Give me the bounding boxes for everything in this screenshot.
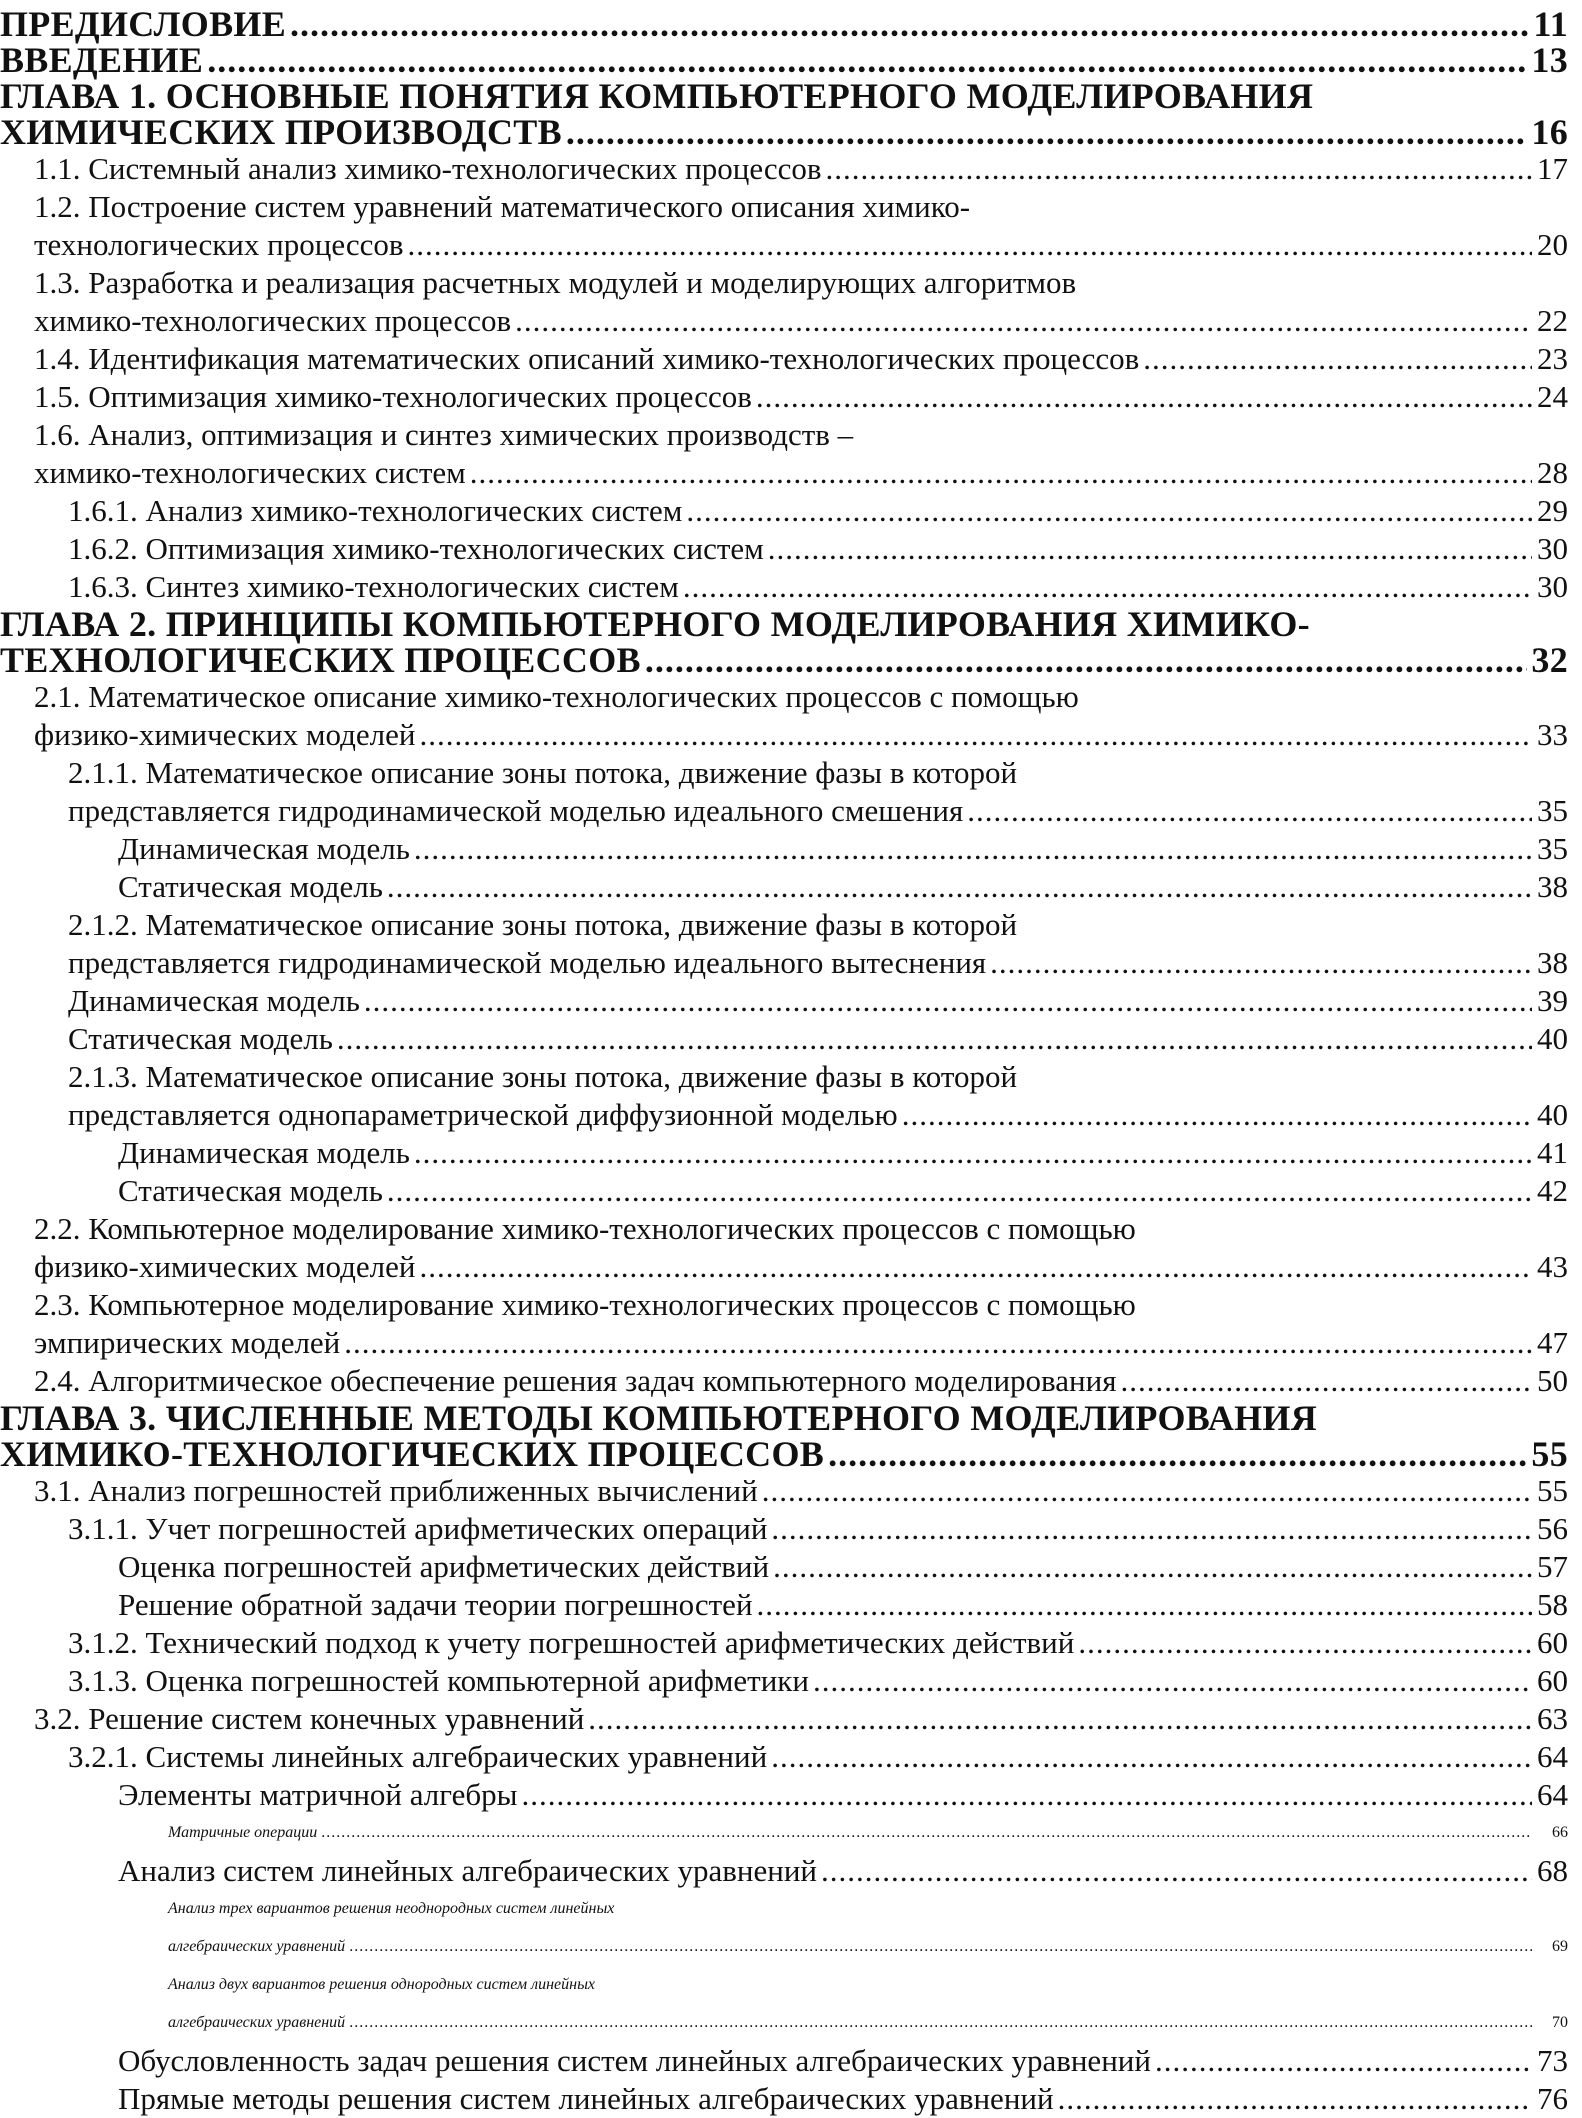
toc-entry[interactable] <box>0 492 1568 530</box>
toc-page-number: 23 <box>1537 341 1568 376</box>
toc-entry-title: ПРЕДИСЛОВИЕ <box>0 4 287 44</box>
toc-entry[interactable] <box>0 530 1568 568</box>
toc-entry-line <box>34 150 1568 188</box>
toc-entry-title: 2.3. Компьютерное моделирование химико-технологических процессов с помощью <box>34 1287 1136 1322</box>
toc-entry-title: 3.1.1. Учет погрешностей арифметических операций <box>68 1511 768 1546</box>
toc-entry-line <box>168 1966 1568 2004</box>
toc-entry-line <box>118 1548 1568 1586</box>
toc-entry-title: Анализ систем линейных алгебраических уравнений <box>118 1853 817 1888</box>
toc-entry-line <box>68 944 1568 982</box>
toc-entry[interactable] <box>0 1510 1568 1548</box>
toc-page-number: 55 <box>1537 1473 1568 1508</box>
toc-entry-title: 3.2.1. Системы линейных алгебраических уравнений <box>68 1739 768 1774</box>
toc-entry-line <box>168 1814 1568 1852</box>
dot-leader <box>1058 2080 1532 2118</box>
toc-entry-title: 1.6.2. Оптимизация химико-технологических систем <box>68 531 764 566</box>
toc-entry[interactable] <box>0 378 1568 416</box>
toc-page-number: 50 <box>1537 1363 1568 1398</box>
dot-leader <box>768 530 1532 568</box>
toc-entry[interactable] <box>0 1966 1568 2042</box>
toc-entry-line <box>68 906 1568 944</box>
dot-leader <box>902 1096 1532 1134</box>
toc-entry-line <box>68 530 1568 568</box>
toc-entry-title: 3.2. Решение систем конечных уравнений <box>34 1701 585 1736</box>
toc-page-number: 56 <box>1537 1511 1568 1546</box>
toc-entry-title: представляется гидродинамической моделью идеального смешения <box>68 793 964 828</box>
dot-leader <box>387 1172 1532 1210</box>
toc-entry-line <box>68 792 1568 830</box>
toc-entry[interactable] <box>0 416 1568 492</box>
toc-page-number: 64 <box>1537 1777 1568 1812</box>
dot-leader <box>414 1134 1532 1172</box>
toc-entry-title: эмпирических моделей <box>34 1325 341 1360</box>
dot-leader <box>290 6 1529 42</box>
toc-entry[interactable] <box>0 1814 1568 1852</box>
dot-leader <box>364 982 1532 1020</box>
toc-page-number: 70 <box>1552 2014 1568 2031</box>
toc-entry-title: 1.4. Идентификация математических описаний химико-технологических процессов <box>34 341 1140 376</box>
toc-entry[interactable] <box>0 1586 1568 1624</box>
toc-entry-line <box>34 1362 1568 1400</box>
dot-leader <box>414 830 1532 868</box>
toc-entry-line <box>0 6 1568 42</box>
dot-leader <box>990 944 1532 982</box>
toc-entry[interactable] <box>0 868 1568 906</box>
toc-entry-line <box>68 1510 1568 1548</box>
toc-entry-title: Матричные операции <box>168 1824 318 1841</box>
toc-entry[interactable] <box>0 1548 1568 1586</box>
toc-entry-title: физико-химических моделей <box>34 717 416 752</box>
toc-page-number: 42 <box>1537 1173 1568 1208</box>
dot-leader <box>686 492 1532 530</box>
toc-entry-line <box>68 1662 1568 1700</box>
toc-entry-title: ГЛАВА 1. ОСНОВНЫЕ ПОНЯТИЯ КОМПЬЮТЕРНОГО МОДЕЛИРОВАНИЯ <box>0 76 1314 116</box>
dot-leader <box>588 1700 1532 1738</box>
dot-leader <box>521 1776 1532 1814</box>
toc-entry-title: 1.6.3. Синтез химико-технологических систем <box>68 569 679 604</box>
toc-chapter-entry[interactable] <box>0 606 1568 678</box>
toc-entry-title: Динамическая модель <box>118 1135 410 1170</box>
toc-entry-line <box>118 1172 1568 1210</box>
toc-entry-line <box>34 1324 1568 1362</box>
toc-entry-line <box>68 1020 1568 1058</box>
toc-entry-title: Оценка погрешностей арифметических действий <box>118 1549 770 1584</box>
toc-entry-line <box>68 1738 1568 1776</box>
toc-entry-title: Статическая модель <box>68 1021 333 1056</box>
toc-page-number: 33 <box>1537 717 1568 752</box>
toc-page-number: 63 <box>1537 1701 1568 1736</box>
toc-entry-title: химико-технологических систем <box>34 455 466 490</box>
toc-entry-title: ГЛАВА 3. ЧИСЛЕННЫЕ МЕТОДЫ КОМПЬЮТЕРНОГО МОДЕЛИРОВАНИЯ <box>0 1398 1318 1438</box>
toc-entry[interactable] <box>0 678 1568 754</box>
toc-entry[interactable] <box>0 1020 1568 1058</box>
toc-entry-line <box>34 302 1568 340</box>
toc-page-number: 30 <box>1537 569 1568 604</box>
dot-leader <box>813 1662 1532 1700</box>
toc-chapter-entry[interactable] <box>0 78 1568 150</box>
toc-entry-title: алгебраических уравнений <box>168 1938 346 1955</box>
toc-chapter-entry[interactable] <box>0 42 1568 78</box>
toc-entry-line <box>34 340 1568 378</box>
toc-page-number: 58 <box>1537 1587 1568 1622</box>
toc-entry-line <box>118 1586 1568 1624</box>
toc-entry-title: Динамическая модель <box>118 831 410 866</box>
toc-entry[interactable] <box>0 1890 1568 1966</box>
dot-leader <box>683 568 1532 606</box>
toc-page-number: 32 <box>1531 640 1568 680</box>
toc-entry-line <box>0 642 1568 678</box>
toc-entry-line <box>34 1286 1568 1324</box>
toc-entry-title: 2.1. Математическое описание химико-технологических процессов с помощью <box>34 679 1079 714</box>
dot-leader <box>826 150 1532 188</box>
dot-leader <box>967 792 1532 830</box>
toc-entry[interactable] <box>0 1662 1568 1700</box>
toc-entry[interactable] <box>0 1210 1568 1286</box>
toc-entry-title: 2.4. Алгоритмическое обеспечение решения задач компьютерного моделирования <box>34 1363 1117 1398</box>
dot-leader <box>344 1324 1532 1362</box>
toc-entry-title: Прямые методы решения систем линейных алгебраических уравнений <box>118 2081 1054 2116</box>
dot-leader <box>773 1548 1532 1586</box>
toc-entry-title: представляется однопараметрической диффузионной моделью <box>68 1097 898 1132</box>
dot-leader <box>207 42 1527 78</box>
toc-entry-line <box>68 1058 1568 1096</box>
toc-entry-title: Анализ трех вариантов решения неоднородных систем линейных <box>168 1900 615 1917</box>
toc-entry-title: 1.5. Оптимизация химико-технологических процессов <box>34 379 752 414</box>
toc-entry[interactable] <box>0 1058 1568 1134</box>
toc-page-number: 43 <box>1537 1249 1568 1284</box>
toc-entry-line <box>0 78 1568 114</box>
toc-entry-title: ВВЕДЕНИЕ <box>0 40 204 80</box>
dot-leader <box>1155 2042 1532 2080</box>
toc-entry-line <box>0 42 1568 78</box>
toc-entry-title: 1.1. Системный анализ химико-технологических процессов <box>34 151 822 186</box>
toc-entry[interactable] <box>0 340 1568 378</box>
toc-entry[interactable] <box>0 568 1568 606</box>
toc-entry-title: ХИМИКО-ТЕХНОЛОГИЧЕСКИХ ПРОЦЕССОВ <box>0 1434 825 1474</box>
dot-leader <box>470 454 1532 492</box>
dot-leader <box>645 642 1528 678</box>
toc-entry-title: ГЛАВА 2. ПРИНЦИПЫ КОМПЬЮТЕРНОГО МОДЕЛИРОВАНИЯ ХИМИКО- <box>0 604 1310 644</box>
toc-page-number: 41 <box>1537 1135 1568 1170</box>
toc-entry-line <box>34 226 1568 264</box>
toc-entry-line <box>118 830 1568 868</box>
toc-page-number: 30 <box>1537 531 1568 566</box>
toc-entry-title: Статическая модель <box>118 869 383 904</box>
toc-page-number: 17 <box>1537 151 1568 186</box>
toc-entry-title: Анализ двух вариантов решения однородных систем линейных <box>168 1976 596 1993</box>
toc-entry-title: 2.1.1. Математическое описание зоны потока, движение фазы в которой <box>68 755 1018 790</box>
toc-entry-line <box>118 1852 1568 1890</box>
toc-page-number: 55 <box>1531 1434 1568 1474</box>
toc-entry-title: 2.1.2. Математическое описание зоны потока, движение фазы в которой <box>68 907 1018 942</box>
toc-entry[interactable] <box>0 906 1568 982</box>
toc-entry-title: Решение обратной задачи теории погрешностей <box>118 1587 753 1622</box>
toc-page-number: 38 <box>1537 945 1568 980</box>
toc-entry-line <box>0 114 1568 150</box>
toc-page-number: 38 <box>1537 869 1568 904</box>
toc-page-number: 68 <box>1537 1853 1568 1888</box>
dot-leader <box>757 1586 1532 1624</box>
toc-page-number: 47 <box>1537 1325 1568 1360</box>
toc-entry-title: 2.2. Компьютерное моделирование химико-технологических процессов с помощью <box>34 1211 1136 1246</box>
toc-page-number: 13 <box>1531 40 1568 80</box>
toc-entry-title: 3.1. Анализ погрешностей приближенных вычислений <box>34 1473 758 1508</box>
dot-leader <box>756 378 1532 416</box>
toc-page-number: 35 <box>1537 793 1568 828</box>
toc-entry[interactable] <box>0 264 1568 340</box>
dot-leader <box>566 114 1527 150</box>
dot-leader <box>1120 1362 1532 1400</box>
toc-page-number: 40 <box>1537 1097 1568 1132</box>
dot-leader <box>419 1248 1532 1286</box>
toc-entry[interactable] <box>0 1362 1568 1400</box>
toc-entry-line <box>118 1776 1568 1814</box>
toc-entry-title: химико-технологических процессов <box>34 303 512 338</box>
toc-entry-title: Динамическая модель <box>68 983 360 1018</box>
toc-entry-line <box>34 416 1568 454</box>
toc-entry-line <box>0 1436 1568 1472</box>
toc-entry-title: физико-химических моделей <box>34 1249 416 1284</box>
dot-leader <box>771 1510 1532 1548</box>
toc-page-number: 73 <box>1537 2043 1568 2078</box>
toc-entry-line <box>68 1624 1568 1662</box>
toc-entry[interactable] <box>0 754 1568 830</box>
dot-leader <box>349 1928 1532 1966</box>
toc-entry-line <box>168 1928 1568 1966</box>
toc-entry-line <box>68 568 1568 606</box>
toc-page-number: 35 <box>1537 831 1568 866</box>
toc-entry-title: 2.1.3. Математическое описание зоны потока, движение фазы в которой <box>68 1059 1018 1094</box>
toc-entry-title: 1.3. Разработка и реализация расчетных модулей и моделирующих алгоритмов <box>34 265 1077 300</box>
toc-entry-line <box>34 1472 1568 1510</box>
toc-entry-line <box>68 982 1568 1020</box>
toc-entry-line <box>34 1210 1568 1248</box>
toc-entry-line <box>0 606 1568 642</box>
toc-entry-title: представляется гидродинамической моделью идеального вытеснения <box>68 945 987 980</box>
toc-entry-line <box>34 378 1568 416</box>
toc-entry-line <box>118 868 1568 906</box>
toc-page-number: 39 <box>1537 983 1568 1018</box>
toc-page-number: 24 <box>1537 379 1568 414</box>
dot-leader <box>337 1020 1532 1058</box>
toc-entry-line <box>34 1248 1568 1286</box>
toc-entry[interactable] <box>0 188 1568 264</box>
toc-page-number: 60 <box>1537 1625 1568 1660</box>
toc-entry[interactable] <box>0 1134 1568 1172</box>
toc-page-number: 57 <box>1537 1549 1568 1584</box>
dot-leader <box>515 302 1532 340</box>
toc-entry-line <box>0 1400 1568 1436</box>
toc-entry[interactable] <box>0 1852 1568 1890</box>
toc-entry-line <box>34 716 1568 754</box>
toc-entry-title: 3.1.2. Технический подход к учету погрешностей арифметических действий <box>68 1625 1075 1660</box>
toc-page-number: 64 <box>1537 1739 1568 1774</box>
toc-page-number: 60 <box>1537 1663 1568 1698</box>
toc-chapter-entry[interactable] <box>0 6 1568 42</box>
toc-entry-line <box>118 2080 1568 2118</box>
toc-entry[interactable] <box>0 1776 1568 1814</box>
toc-entry-title: 1.6.1. Анализ химико-технологических систем <box>68 493 683 528</box>
toc-entry-line <box>34 1700 1568 1738</box>
toc-chapter-entry[interactable] <box>0 1400 1568 1472</box>
toc-entry-line <box>68 754 1568 792</box>
toc-entry-title: 1.6. Анализ, оптимизация и синтез химических производств – <box>34 417 854 452</box>
toc-page-number: 40 <box>1537 1021 1568 1056</box>
toc-entry-title: алгебраических уравнений <box>168 2014 346 2031</box>
dot-leader <box>821 1852 1532 1890</box>
toc-page-number: 20 <box>1537 227 1568 262</box>
toc-entry[interactable] <box>0 1472 1568 1510</box>
toc-entry[interactable] <box>0 1286 1568 1362</box>
dot-leader <box>349 2004 1532 2042</box>
toc-entry-title: ХИМИЧЕСКИХ ПРОИЗВОДСТВ <box>0 112 562 152</box>
toc-page-number: 28 <box>1537 455 1568 490</box>
dot-leader <box>1143 340 1532 378</box>
toc-entry-line <box>34 454 1568 492</box>
toc-entry[interactable] <box>0 2042 1568 2080</box>
toc-entry-title: ТЕХНОЛОГИЧЕСКИХ ПРОЦЕССОВ <box>0 640 641 680</box>
dot-leader <box>321 1814 1532 1852</box>
dot-leader <box>771 1738 1532 1776</box>
toc-page-number: 16 <box>1531 112 1568 152</box>
toc-entry-title: Элементы матричной алгебры <box>118 1777 518 1812</box>
table-of-contents <box>0 6 1568 2118</box>
toc-entry[interactable] <box>0 150 1568 188</box>
dot-leader <box>828 1436 1527 1472</box>
toc-entry-line <box>34 188 1568 226</box>
toc-page-number: 22 <box>1537 303 1568 338</box>
toc-entry-line <box>34 678 1568 716</box>
toc-entry-line <box>118 2042 1568 2080</box>
toc-entry[interactable] <box>0 1172 1568 1210</box>
dot-leader <box>762 1472 1532 1510</box>
toc-entry-line <box>68 1096 1568 1134</box>
dot-leader <box>387 868 1532 906</box>
toc-entry-line <box>118 1134 1568 1172</box>
toc-entry-title: технологических процессов <box>34 227 404 262</box>
toc-entry-title: 1.2. Построение систем уравнений математического описания химико- <box>34 189 971 224</box>
dot-leader <box>408 226 1532 264</box>
toc-page-number: 66 <box>1552 1824 1568 1841</box>
toc-entry-title: 3.1.3. Оценка погрешностей компьютерной арифметики <box>68 1663 809 1698</box>
dot-leader <box>419 716 1532 754</box>
toc-entry[interactable] <box>0 1738 1568 1776</box>
toc-entry-line <box>68 492 1568 530</box>
toc-entry-line <box>34 264 1568 302</box>
dot-leader <box>1078 1624 1532 1662</box>
toc-entry[interactable] <box>0 982 1568 1020</box>
toc-page-number: 69 <box>1552 1938 1568 1955</box>
toc-entry[interactable] <box>0 830 1568 868</box>
toc-entry-title: Статическая модель <box>118 1173 383 1208</box>
toc-page-number: 11 <box>1533 4 1568 44</box>
toc-entry[interactable] <box>0 2080 1568 2118</box>
toc-entry-title: Обусловленность задач решения систем линейных алгебраических уравнений <box>118 2043 1151 2078</box>
toc-entry[interactable] <box>0 1624 1568 1662</box>
toc-page-number: 76 <box>1537 2081 1568 2116</box>
toc-page-number: 29 <box>1537 493 1568 528</box>
toc-entry[interactable] <box>0 1700 1568 1738</box>
toc-entry-line <box>168 2004 1568 2042</box>
toc-entry-line <box>168 1890 1568 1928</box>
